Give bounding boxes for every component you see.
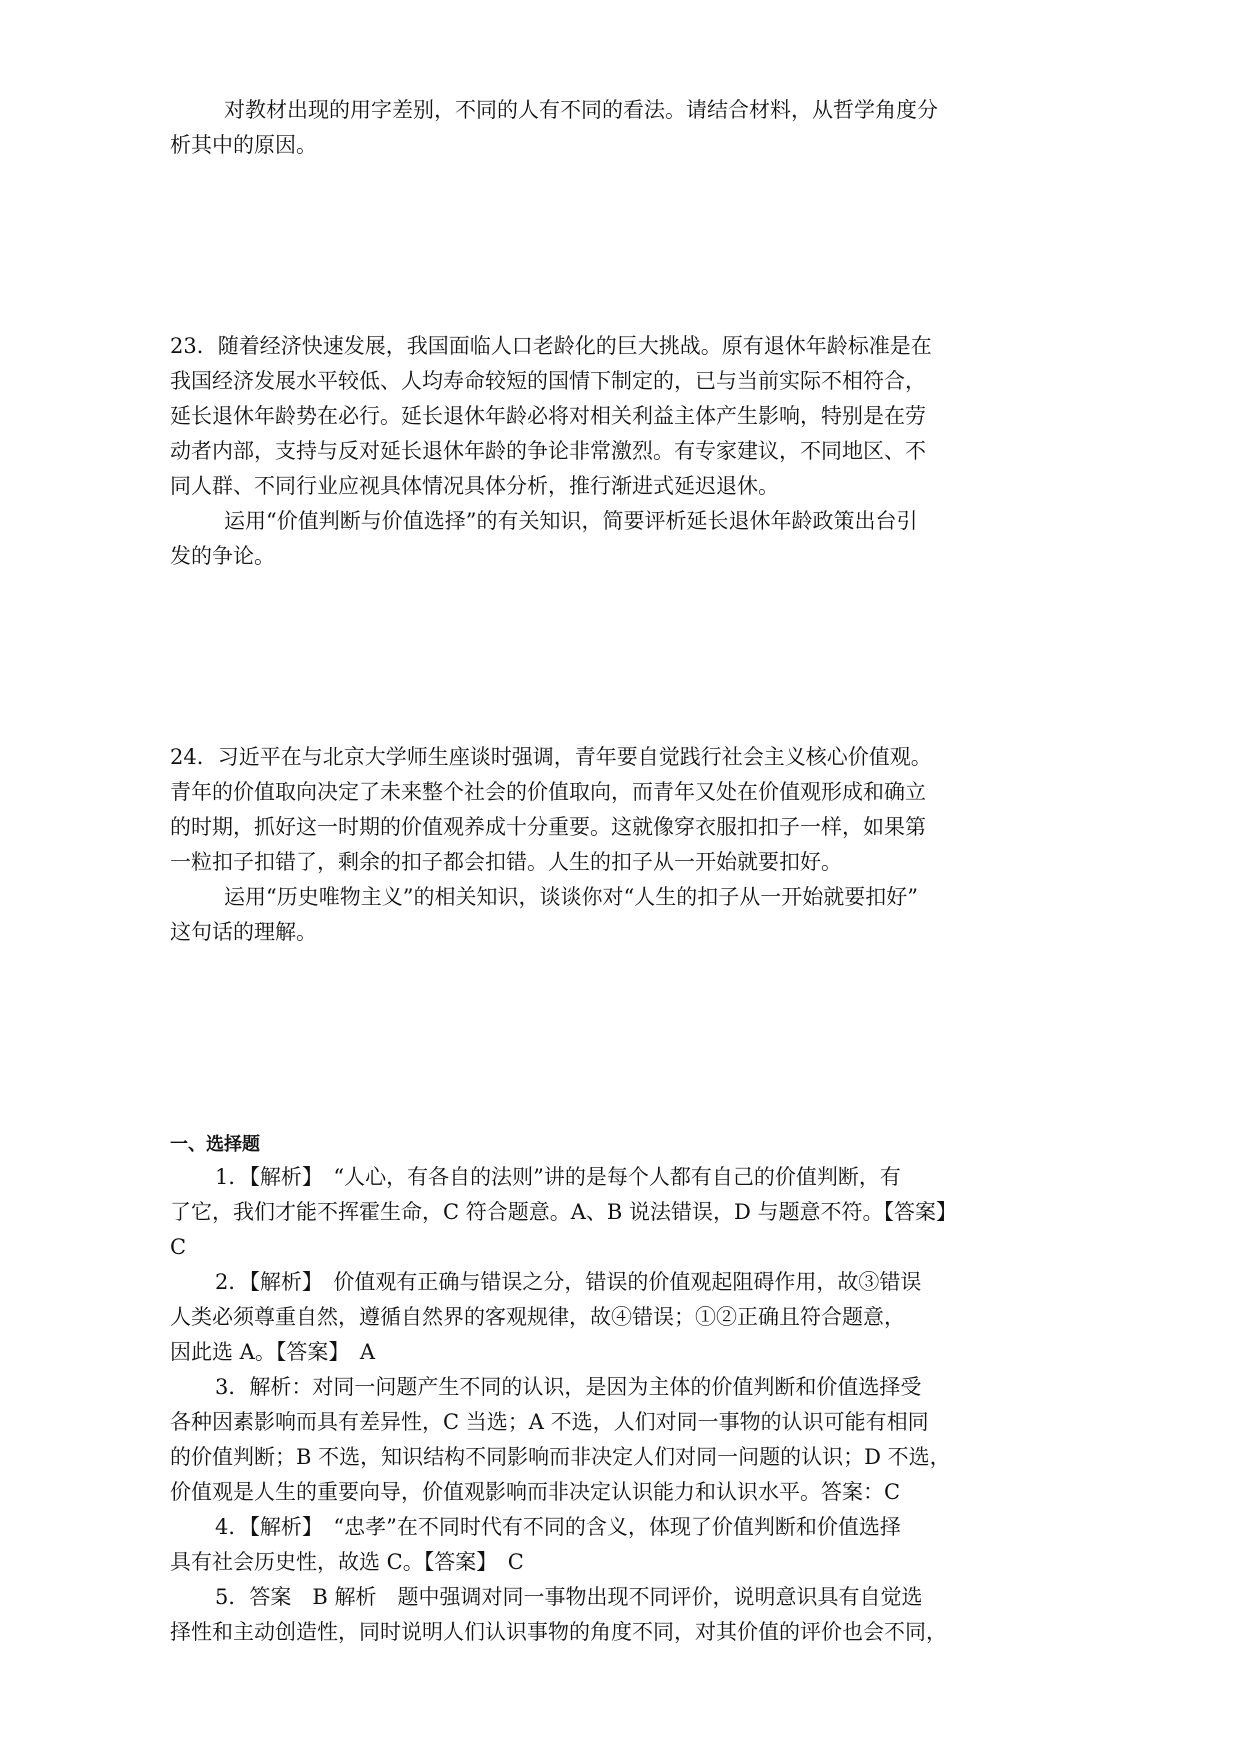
q23-line-4: 动者内部，支持与反对延长退休年龄的争论非常激烈。有专家建议，不同地区、不 bbox=[170, 439, 926, 463]
answer-line: 5．答案 B 解析 题中强调对同一事物出现不同评价，说明意识具有自觉选 bbox=[215, 1585, 923, 1609]
q23-line-5: 同人群、不同行业应视具体情况具体分析，推行渐进式延迟退休。 bbox=[170, 474, 779, 498]
q22-line-2: 析其中的原因。 bbox=[170, 133, 317, 157]
q23-line-1: 23．随着经济快速发展，我国面临人口老龄化的巨大挑战。原有退休年龄标准是在 bbox=[170, 334, 932, 358]
answer-line: 择性和主动创造性，同时说明人们认识事物的角度不同，对其价值的评价也会不同， bbox=[170, 1620, 947, 1644]
answer-line: 具有社会历史性，故选 C。【答案】 C bbox=[170, 1550, 524, 1574]
answer-line: 了它，我们才能不挥霍生命，C 符合题意。A、B 说法错误，D 与题意不符。【答案】 bbox=[170, 1200, 958, 1224]
q24-line-4: 一粒扣子扣错了，剩余的扣子都会扣错。人生的扣子从一开始就要扣好。 bbox=[170, 850, 842, 874]
answer-line: 的价值判断；B 不选，知识结构不同影响而非决定人们对同一问题的认识；D 不选， bbox=[170, 1445, 951, 1469]
answer-line: C bbox=[170, 1235, 187, 1259]
q23-line-7: 发的争论。 bbox=[170, 544, 275, 568]
q24-line-6: 这句话的理解。 bbox=[170, 920, 317, 944]
q23-line-3: 延长退休年龄势在必行。延长退休年龄必将对相关利益主体产生影响，特别是在劳 bbox=[170, 404, 926, 428]
q23-line-2: 我国经济发展水平较低、人均寿命较短的国情下制定的，已与当前实际不相符合， bbox=[170, 369, 926, 393]
q23-line-6: 运用“价值判断与价值选择”的有关知识，简要评析延长退休年龄政策出台引 bbox=[224, 509, 918, 533]
answer-line: 价值观是人生的重要向导，价值观影响而非决定认识能力和认识水平。答案：C bbox=[170, 1480, 901, 1504]
section-heading: 一、选择题 bbox=[170, 1134, 260, 1155]
q24-line-3: 的时期，抓好这一时期的价值观养成十分重要。这就像穿衣服扣扣子一样，如果第 bbox=[170, 815, 926, 839]
answer-line: 2．【解析】 价值观有正确与错误之分，错误的价值观起阻碍作用，故③错误 bbox=[215, 1270, 922, 1294]
answer-line: 1．【解析】 “人心，有各自的法则”讲的是每个人都有自己的价值判断，有 bbox=[215, 1165, 901, 1189]
q22-line-1: 对教材出现的用字差别，不同的人有不同的看法。请结合材料，从哲学角度分 bbox=[224, 98, 938, 122]
q24-line-5: 运用“历史唯物主义”的相关知识，谈谈你对“人生的扣子从一开始就要扣好” bbox=[224, 885, 918, 909]
answer-line: 各种因素影响而具有差异性，C 当选；A 不选，人们对同一事物的认识可能有相同 bbox=[170, 1410, 929, 1434]
q24-line-1: 24．习近平在与北京大学师生座谈时强调，青年要自觉践行社会主义核心价值观。 bbox=[170, 745, 932, 769]
answer-line: 4．【解析】 “忠孝”在不同时代有不同的含义，体现了价值判断和价值选择 bbox=[215, 1515, 901, 1539]
q24-line-2: 青年的价值取向决定了未来整个社会的价值取向，而青年又处在价值观形成和确立 bbox=[170, 780, 926, 804]
answer-line: 因此选 A。【答案】 A bbox=[170, 1340, 376, 1364]
answer-line: 人类必须尊重自然，遵循自然界的客观规律，故④错误；①②正确且符合题意， bbox=[170, 1305, 905, 1329]
answer-line: 3．解析：对同一问题产生不同的认识，是因为主体的价值判断和价值选择受 bbox=[215, 1375, 922, 1399]
